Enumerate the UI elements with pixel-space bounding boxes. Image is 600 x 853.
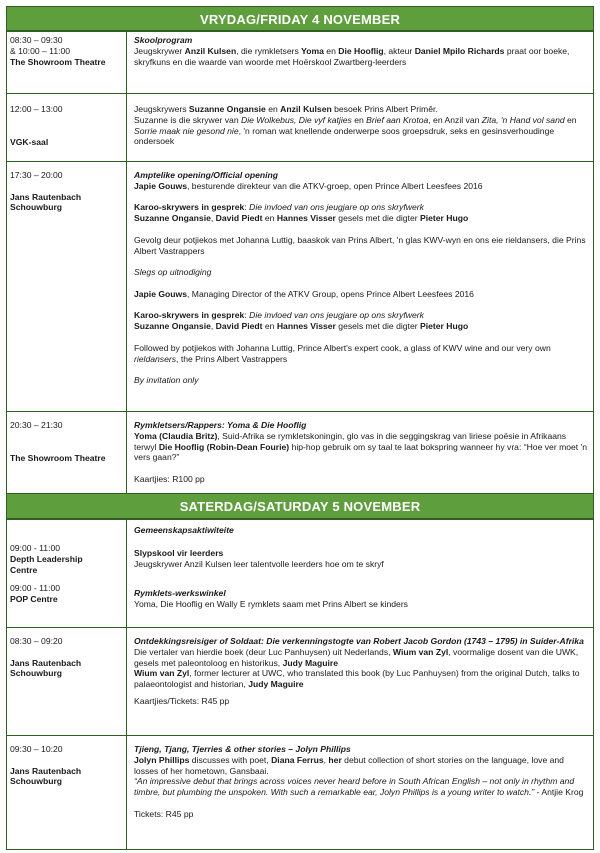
event-description: Yoma, Die Hooflig en Wally E rymklets saam met Prins Albert se kinders xyxy=(134,599,408,610)
event-venue: Centre xyxy=(10,564,38,575)
event-description: Wium van Zyl, former lecturer at UWC, who translated this book (by Luc Panhuysen) from the original Dutch, talks to palaeontologist and historian, Judy Maguire xyxy=(134,668,580,690)
event-description: Followed by potjiekos with Johanna Luttig, Prince Albert's expert cook, a glass of KWV wine and our very own rieldansers, the Prins Albert Vastrappers xyxy=(134,342,551,364)
event-row xyxy=(7,520,594,628)
event-description: Yoma (Claudia Britz), Suid-Afrika se rymkletskoningin, glo vas in die seggingskrag van liriese poësie in Afrikaans terwyl Die Hooflig (Robin-Dean Fourie) hip-hop gebruik om sy taal te laat bokspring wanneer hy vra: “Hoe ver moet 'n vers gaan?” xyxy=(134,430,587,463)
event-time: 17:30 – 20:00 xyxy=(10,170,63,180)
event-time-venue xyxy=(7,32,127,94)
event-description: Karoo-skrywers in gesprek: Die invloed van ons jeugjare op ons skryfwerk xyxy=(134,310,424,321)
event-description: Suzanne Ongansie, David Piedt en Hannes Visser gesels met die digter Pieter Hugo xyxy=(134,213,469,224)
event-venue: VGK-saal xyxy=(10,136,49,147)
event-venue: Schouwburg xyxy=(10,776,63,787)
event-note: Slegs op uitnodiging xyxy=(134,267,212,278)
event-row xyxy=(7,94,594,162)
event-venue: Schouwburg xyxy=(10,668,63,679)
event-row xyxy=(7,736,594,850)
event-venue: POP Centre xyxy=(10,594,58,605)
event-details xyxy=(127,162,594,412)
event-title: Gemeenskapsaktiwiteite xyxy=(134,525,234,535)
event-venue: The Showroom Theatre xyxy=(10,452,106,463)
event-row xyxy=(7,412,594,494)
event-time: & 10:00 – 11:00 xyxy=(10,45,71,56)
event-description: Suzanne Ongansie, David Piedt en Hannes Visser gesels met die digter Pieter Hugo xyxy=(134,321,469,332)
event-time: 08:30 – 09:30 xyxy=(10,35,63,45)
day-header-saturday: SATERDAG/SATURDAY 5 NOVEMBER xyxy=(6,494,594,519)
event-details xyxy=(127,628,594,736)
event-title: Amptelike opening/Official opening xyxy=(134,170,279,180)
event-venue: Jans Rautenbach xyxy=(10,191,82,202)
event-title: Skoolprogram xyxy=(134,35,193,45)
event-tickets: Tickets: R45 pp xyxy=(134,808,194,819)
event-row xyxy=(7,628,594,736)
day-header-friday: VRYDAG/FRIDAY 4 NOVEMBER xyxy=(6,6,594,31)
event-time-venue xyxy=(7,94,127,162)
event-description: Jeugskrywer Anzil Kulsen, die rymkletsers Yoma en Die Hooflig, akteur Daniel Mpilo Richards praat oor boeke, skryfkuns en die waarde van woorde met Hoërskool Zwartberg-leerders xyxy=(134,45,570,67)
event-description: Die vertaler van hierdie boek (deur Luc Panhuysen) uit Nederlands, Wium van Zyl, voormalige dosent van die UWK, gesels met paleontoloog en historikus, Judy Maguire xyxy=(134,646,579,668)
friday-schedule xyxy=(6,31,594,494)
event-row xyxy=(7,32,594,94)
event-subtitle: Rymklets-werkswinkel xyxy=(134,588,226,599)
event-details xyxy=(127,736,594,850)
event-time: 09:00 - 11:00 xyxy=(10,583,61,594)
event-venue: The Showroom Theatre xyxy=(10,56,106,67)
event-venue: Depth Leadership xyxy=(10,553,83,564)
event-description: Jeugskrywers Suzanne Ongansie en Anzil Kulsen besoek Prins Albert Primêr. xyxy=(134,104,438,114)
event-description: Jeugskrywer Anzil Kulsen leer talentvolle leerders hoe om te skryf xyxy=(134,558,384,569)
event-details xyxy=(127,94,594,162)
event-tickets: Kaartjies/Tickets: R45 pp xyxy=(134,695,230,706)
event-description: Karoo-skrywers in gesprek: Die invloed van ons jeugjare op ons skryfwerk xyxy=(134,202,424,213)
event-time: 12:00 – 13:00 xyxy=(10,104,63,114)
event-description: Japie Gouws, besturende direkteur van die ATKV-groep, open Prince Albert Leesfees 2016 xyxy=(134,180,483,191)
event-quote: “An impressive debut that brings across voices never heard before in South African English – not only in rhythm and timbre, but plumbing the unspoken. With such a remarkable ear, Jolyn Phillips is a young writer to watch.” - Antjie Krog xyxy=(134,776,584,798)
event-title: Rymkletsers/Rappers: Yoma & Die Hooflig xyxy=(134,420,307,430)
event-description: Suzanne is die skrywer van Die Wolkebus, Die vyf katjies en Brief aan Krotoa, en Anzil van Zita, 'n Hand vol sand en Sorrie maak nie gesond nie, 'n roman wat knellende onderwerpe soos groepsdruk, seks en gesinsverhoudinge ondersoek xyxy=(134,114,577,147)
event-time-venue xyxy=(7,520,127,628)
saturday-schedule xyxy=(6,519,594,850)
event-note: By invitation only xyxy=(134,375,199,386)
event-tickets: Kaartjies: R100 pp xyxy=(134,473,205,484)
event-details xyxy=(127,32,594,94)
event-time-venue xyxy=(7,412,127,494)
event-time: 08:30 – 09:20 xyxy=(10,636,63,646)
event-description: Jolyn Phillips discusses with poet, Diana Ferrus, her debut collection of short stories on the language, love and losses of her hometown, Gansbaai. xyxy=(134,754,564,776)
event-title: Ontdekkingsreisiger of Soldaat: Die verkenningstogte van Robert Jacob Gordon (1743 – 1795) in Suider-Afrika xyxy=(134,636,584,646)
event-time: 20:30 – 21:30 xyxy=(10,420,63,430)
event-description: Japie Gouws, Managing Director of the ATKV Group, opens Prince Albert Leesfees 2016 xyxy=(134,288,474,299)
event-time: 09:00 - 11:00 xyxy=(10,543,61,553)
event-venue: Jans Rautenbach xyxy=(10,765,82,776)
event-details xyxy=(127,412,594,494)
event-venue: Schouwburg xyxy=(10,202,63,213)
event-time-venue xyxy=(7,162,127,412)
event-details xyxy=(127,520,594,628)
event-subtitle: Slypskool vir leerders xyxy=(134,547,224,558)
event-description: Gevolg deur potjiekos met Johanna Luttig, baaskok van Prins Albert, 'n glas KWV-wyn en ons eie rieldansers, die Prins Albert Vastrappers xyxy=(134,234,586,256)
event-time-venue xyxy=(7,628,127,736)
event-row xyxy=(7,162,594,412)
event-venue: Jans Rautenbach xyxy=(10,657,82,668)
programme-page xyxy=(6,6,594,850)
event-title: Tjieng, Tjang, Tjerries & other stories – Jolyn Phillips xyxy=(134,744,351,754)
event-time-venue xyxy=(7,736,127,850)
event-time: 09:30 – 10:20 xyxy=(10,744,63,754)
